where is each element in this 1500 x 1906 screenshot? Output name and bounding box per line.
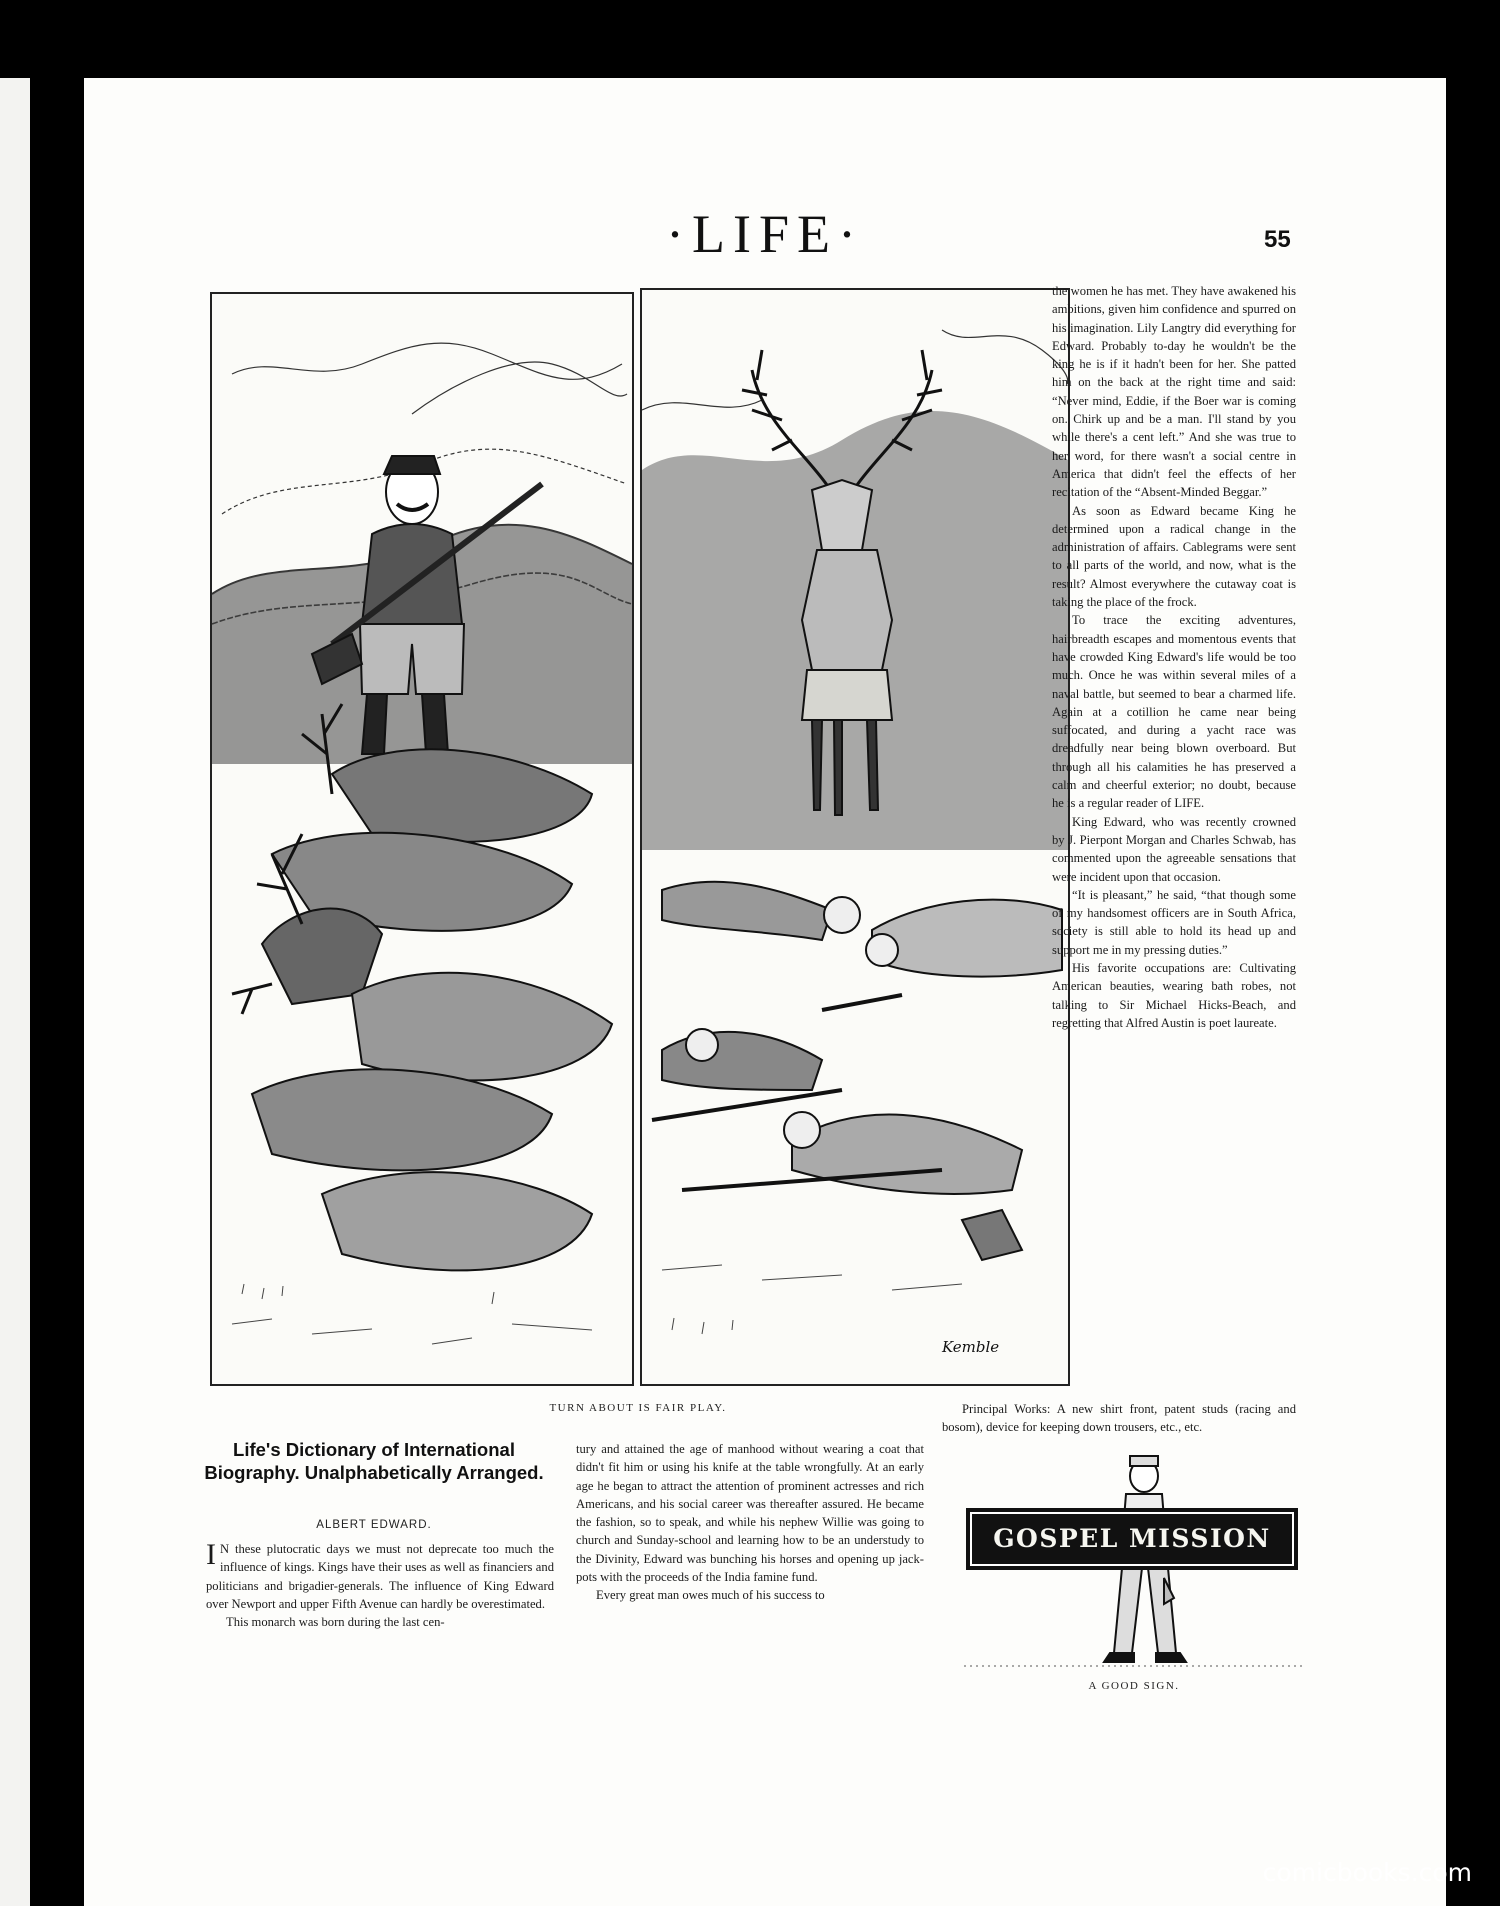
paragraph: tury and attained the age of manhood without wearing a coat that didn't fit him or using his knife at the table wrongfully. At an early age he began to attract the attention of prominent actresses and rich Americans, and his social career was thereafter assured. He became the fashion, so to speak, and while his nephew Willie was going to church and Sunday-school and learning how to be an understudy to the Divinity, Edward was bunching his horses and opening up jack-pots with the proceeds of the India famine fund. <box>576 1442 924 1585</box>
illustration-panel-hunter <box>210 292 634 1386</box>
paragraph: To trace the exciting adventures, hairbreadth escapes and momentous events that have crowded King Edward's life would be too much. Once he was within several miles of a naval battle, but seemed to bear a charmed life. Again at a cotillion he came near being suffocated, and during a yacht race was dreadfully near being blown overboard. But through all his calamities he has preserved a calm and cheerful exterior; no doubt, because he is a regular reader of LIFE. <box>1052 613 1296 811</box>
paragraph: IN these plutocratic days we must not deprecate too much the influence of kings. Kings have their uses as well as financiers and politicians and brigadier-generals. The influence of King Edward over Newport and upper Fifth Avenue can hardly be overestimated. <box>206 1538 554 1611</box>
paragraph: King Edward, who was recently crowned by J. Pierpont Morgan and Charles Schwab, has commented upon the agreeable sensations that were incident upon that occasion. <box>1052 814 1296 884</box>
paragraph: His favorite occupations are: Cultivating American beauties, wearing bath robes, not talking to Sir Michael Hicks-Beach, and regretting that Alfred Austin is poet laureate. <box>1052 960 1296 1030</box>
article-column-1 <box>206 1540 554 1631</box>
article-column-3 <box>1052 282 1296 1032</box>
paragraph: This monarch was born during the last cen- <box>226 1615 445 1630</box>
page-number: 55 <box>1264 226 1291 253</box>
cartoon-caption: A GOOD SIGN. <box>1088 1680 1180 1692</box>
illustration-panel-stag <box>640 288 1070 1386</box>
magazine-page <box>84 78 1446 1906</box>
site-watermark: comicbooks.com <box>1262 1858 1472 1887</box>
article-column-2 <box>576 1440 924 1605</box>
masthead-title: ·LIFE· <box>666 204 864 264</box>
hunter-drawing <box>212 294 632 1384</box>
stag-drawing <box>642 290 1068 1384</box>
gospel-mission-cartoon <box>964 1448 1304 1676</box>
illustration-caption: TURN ABOUT IS FAIR PLAY. <box>549 1402 727 1414</box>
gospel-mission-sign: GOSPEL MISSION <box>966 1508 1298 1570</box>
article-byline: ALBERT EDWARD. <box>316 1519 432 1531</box>
principal-works: Principal Works: A new shirt front, patent studs (racing and bosom), device for keeping down trousers, etc., etc. <box>942 1402 1296 1435</box>
article-title: Life's Dictionary of International Biography. Unalphabetically Arranged. <box>204 1439 544 1483</box>
paragraph: “It is pleasant,” he said, “that though some of my handsomest officers are in South Africa, society is still able to hold its head up and support me in my pressing duties.” <box>1052 887 1296 957</box>
previous-page-edge <box>0 78 30 1906</box>
paragraph: the women he has met. They have awakened his ambitions, given him confidence and spurred on his imagination. Lily Langtry did everything for Edward. Probably to-day he wouldn't be the king he is if it hadn't been for her. She patted him on the back at the right time and said: “Never mind, Eddie, if the Boer war is coming on. Chirk up and be a man. I'll stand by you while there's a cent left.” And she was true to her word, for there wasn't a social centre in America that didn't feel the effects of her recitation of the “Absent-Minded Beggar.” <box>1052 284 1296 500</box>
artist-signature: Kemble <box>942 1338 1000 1356</box>
paragraph: As soon as Edward became King he determined upon a radical change in the administration of affairs. Cablegrams were sent to all parts of the world, and now, what is the result? Almost everywhere the cutaway coat is taking the place of the frock. <box>1052 503 1296 610</box>
paragraph: Every great man owes much of his success to <box>596 1588 825 1603</box>
